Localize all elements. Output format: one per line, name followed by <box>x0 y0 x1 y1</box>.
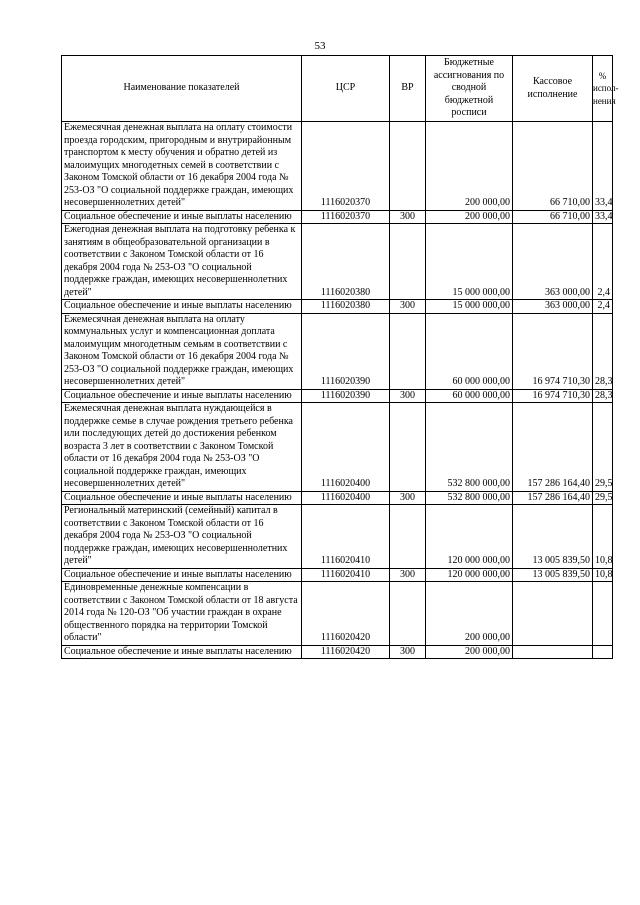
cell-name: Социальное обеспечение и иные выплаты населению <box>62 491 302 505</box>
cell-name: Единовременные денежные компенсации в соответствии с Законом Томской области от 18 августа 2014 года № 120-ОЗ "Об участии граждан в охране общественного порядка на территории Томской области" <box>62 582 302 646</box>
cell-vr <box>390 122 426 211</box>
cell-cash <box>513 582 593 646</box>
cell-csr: 1116020400 <box>302 491 390 505</box>
header-pct: % испол-нения <box>593 56 613 122</box>
cell-vr: 300 <box>390 389 426 403</box>
cell-pct: 29,5 <box>593 491 613 505</box>
header-csr: ЦСР <box>302 56 390 122</box>
cell-csr: 1116020390 <box>302 389 390 403</box>
cell-pct: 28,3 <box>593 389 613 403</box>
cell-budget: 15 000 000,00 <box>426 300 513 314</box>
cell-name: Ежегодная денежная выплата на подготовку ребенка к занятиям в общеобразовательной организации в соответствии с Законом Томской области от 16 декабря 2004 года № 253-ОЗ "О социальной поддержке граждан, имеющих несовершеннолетних детей" <box>62 224 302 300</box>
cell-cash <box>513 645 593 659</box>
table-row <box>62 389 613 403</box>
table-row <box>62 122 613 211</box>
cell-csr: 1116020410 <box>302 568 390 582</box>
cell-csr: 1116020420 <box>302 645 390 659</box>
cell-cash: 157 286 164,40 <box>513 403 593 492</box>
cell-name: Региональный материнский (семейный) капитал в соответствии с Законом Томской области от 16 декабря 2004 года № 253-ОЗ "О социальной поддержке граждан, имеющих несовершеннолетних детей" <box>62 505 302 569</box>
cell-cash: 13 005 839,50 <box>513 568 593 582</box>
cell-pct: 2,4 <box>593 300 613 314</box>
cell-vr: 300 <box>390 645 426 659</box>
cell-cash: 66 710,00 <box>513 210 593 224</box>
cell-name: Социальное обеспечение и иные выплаты населению <box>62 389 302 403</box>
header-name: Наименование показателей <box>62 56 302 122</box>
cell-csr: 1116020390 <box>302 313 390 389</box>
cell-csr: 1116020380 <box>302 224 390 300</box>
cell-cash: 363 000,00 <box>513 224 593 300</box>
cell-budget: 120 000 000,00 <box>426 568 513 582</box>
cell-name: Социальное обеспечение и иные выплаты населению <box>62 300 302 314</box>
header-budget: Бюджетные ассигнования по сводной бюджетной росписи <box>426 56 513 122</box>
header-vr: ВР <box>390 56 426 122</box>
cell-name: Социальное обеспечение и иные выплаты населению <box>62 645 302 659</box>
cell-vr <box>390 313 426 389</box>
cell-csr: 1116020370 <box>302 210 390 224</box>
table-row <box>62 403 613 492</box>
header-cash: Кассовое исполнение <box>513 56 593 122</box>
cell-vr: 300 <box>390 491 426 505</box>
cell-vr: 300 <box>390 210 426 224</box>
table-row <box>62 313 613 389</box>
budget-table <box>61 55 619 659</box>
cell-budget: 532 800 000,00 <box>426 403 513 492</box>
cell-budget: 200 000,00 <box>426 210 513 224</box>
cell-name: Социальное обеспечение и иные выплаты населению <box>62 210 302 224</box>
cell-pct <box>593 582 613 646</box>
cell-pct: 29,5 <box>593 403 613 492</box>
table-row <box>62 210 613 224</box>
cell-csr: 1116020400 <box>302 403 390 492</box>
cell-cash: 363 000,00 <box>513 300 593 314</box>
cell-pct: 2,4 <box>593 224 613 300</box>
cell-pct: 33,4 <box>593 210 613 224</box>
cell-name: Ежемесячная денежная выплата на оплату коммунальных услуг и компенсационная доплата малоимущим многодетным семьям в соответствии с Законом Томской области от 16 декабря 2004 года № 253-ОЗ "О социальной поддержке граждан, имеющих несовершеннолетних детей" <box>62 313 302 389</box>
cell-cash: 157 286 164,40 <box>513 491 593 505</box>
table-row <box>62 491 613 505</box>
cell-budget: 15 000 000,00 <box>426 224 513 300</box>
cell-budget: 200 000,00 <box>426 122 513 211</box>
cell-csr: 1116020420 <box>302 582 390 646</box>
cell-name: Ежемесячная денежная выплата нуждающейся в поддержке семье в случае рождения третьего ребенка или последующих детей до достижения ребенком возраста 3 лет в соответствии с Законом Томской области от 16 декабря 2004 года № 253-ОЗ "О социальной поддержке граждан, имеющих несовершеннолетних детей" <box>62 403 302 492</box>
cell-budget: 120 000 000,00 <box>426 505 513 569</box>
table-row <box>62 505 613 569</box>
cell-pct <box>593 645 613 659</box>
cell-name: Социальное обеспечение и иные выплаты населению <box>62 568 302 582</box>
cell-cash: 16 974 710,30 <box>513 313 593 389</box>
cell-cash: 13 005 839,50 <box>513 505 593 569</box>
table-header-row <box>62 56 613 122</box>
cell-pct: 10,8 <box>593 568 613 582</box>
table-row <box>62 645 613 659</box>
table-row <box>62 582 613 646</box>
cell-vr <box>390 224 426 300</box>
cell-vr: 300 <box>390 300 426 314</box>
cell-cash: 66 710,00 <box>513 122 593 211</box>
table-row <box>62 568 613 582</box>
cell-budget: 200 000,00 <box>426 582 513 646</box>
cell-budget: 532 800 000,00 <box>426 491 513 505</box>
cell-vr <box>390 505 426 569</box>
cell-cash: 16 974 710,30 <box>513 389 593 403</box>
cell-vr: 300 <box>390 568 426 582</box>
cell-pct: 33,4 <box>593 122 613 211</box>
cell-csr: 1116020410 <box>302 505 390 569</box>
cell-budget: 60 000 000,00 <box>426 389 513 403</box>
cell-pct: 10,8 <box>593 505 613 569</box>
cell-budget: 200 000,00 <box>426 645 513 659</box>
table-row <box>62 300 613 314</box>
cell-pct: 28,3 <box>593 313 613 389</box>
cell-vr <box>390 582 426 646</box>
cell-name: Ежемесячная денежная выплата на оплату стоимости проезда городским, пригородным и внутрирайонным транспортом к месту обучения и обратно детей из малоимущих многодетных семей в соответствии с Законом Томской области от 16 декабря 2004 года № 253-ОЗ "О социальной поддержке граждан, имеющих несовершеннолетних детей" <box>62 122 302 211</box>
cell-budget: 60 000 000,00 <box>426 313 513 389</box>
cell-vr <box>390 403 426 492</box>
cell-csr: 1116020380 <box>302 300 390 314</box>
page-number: 53 <box>314 40 326 52</box>
table-row <box>62 224 613 300</box>
cell-csr: 1116020370 <box>302 122 390 211</box>
